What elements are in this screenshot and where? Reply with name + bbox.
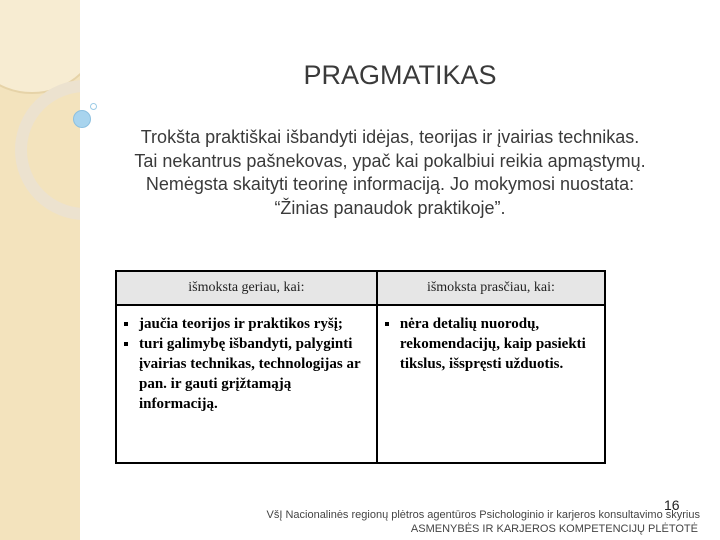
intro-text: Trokšta praktiškai išbandyti idėjas, teorijas ir įvairias technikas. Tai nekantrus pašnekovas, ypač kai pokalbiui reikia apmąstymų. Nemėgsta skaityti teorinę informaciją. Jo mokymosi nuostata: “Žinias panaudok praktikoje”. (134, 127, 646, 218)
list-item: ▪ turi galimybę išbandyti, palyginti įvairias technikas, technologijas ar pan. ir gauti grįžtamąją informaciją. (139, 334, 370, 414)
header-worse: išmoksta prasčiau, kai: (377, 271, 605, 305)
page-number: 16 (664, 497, 680, 513)
list-item: ▪ nėra detalių nuorodų, rekomendacijų, kaip pasiekti tikslus, išspręsti užduotis. (400, 314, 598, 374)
slide-title: PRAGMATIKAS (303, 60, 497, 90)
cell-worse (377, 305, 605, 463)
header-better: išmoksta geriau, kai: (116, 271, 377, 305)
bubble-icon (73, 110, 91, 128)
decorative-circle (0, 0, 80, 94)
small-bubble-icon (90, 103, 97, 110)
list-item: ▪ jaučia teorijos ir praktikos ryšį; (139, 314, 370, 334)
decorative-side-panel (0, 0, 80, 540)
footer-organization: VšĮ Nacionalinės regionų plėtros agentūros Psichologinio ir karjeros konsultavimo skyrius (266, 509, 700, 521)
decorative-ring (15, 80, 80, 220)
cell-better (116, 305, 377, 463)
footer-project: ASMENYBĖS IR KARJEROS KOMPETENCIJŲ PLĖTOTĖ (410, 523, 698, 535)
learning-table (115, 270, 606, 464)
